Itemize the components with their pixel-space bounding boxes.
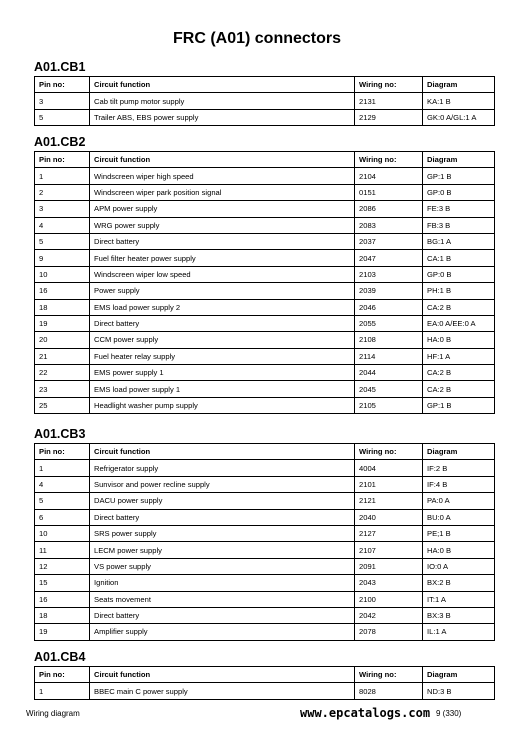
table-row [35,525,495,541]
page-title: FRC (A01) connectors [172,30,342,47]
pin-header: Pin no: [35,667,90,683]
circuit-header: Circuit function [90,444,355,460]
pin-cell: 5 [35,493,90,509]
pin-cell: 2 [35,184,90,200]
wiring-cell: 2039 [355,283,423,299]
circuit-cell: Seats movement [90,591,355,607]
table-row [35,266,495,282]
wiring-cell: 2105 [355,397,423,413]
diagram-cell: GP:1 B [423,168,495,184]
pin-header: Pin no: [35,77,90,93]
wiring-cell: 2100 [355,591,423,607]
diagram-cell: BX:3 B [423,607,495,623]
footer-label: Wiring diagram [26,709,80,718]
table-row [35,283,495,299]
table-row [35,460,495,476]
circuit-cell: BBEC main C power supply [90,683,355,699]
connector-section [34,427,494,641]
circuit-cell: Direct battery [90,607,355,623]
pin-cell: 9 [35,250,90,266]
wiring-cell: 2129 [355,109,423,125]
circuit-cell: DACU power supply [90,493,355,509]
wiring-header: Wiring no: [355,77,423,93]
table-row [35,168,495,184]
wiring-cell: 2045 [355,381,423,397]
wiring-cell: 2127 [355,525,423,541]
circuit-cell: Windscreen wiper high speed [90,168,355,184]
table-row [35,624,495,640]
diagram-cell: CA:1 B [423,250,495,266]
connector-section [34,60,494,126]
connector-section [34,650,494,700]
pin-cell: 10 [35,525,90,541]
table-row [35,558,495,574]
table-row [35,201,495,217]
circuit-cell: APM power supply [90,201,355,217]
diagram-cell: CA:2 B [423,365,495,381]
table-row [35,476,495,492]
circuit-cell: Windscreen wiper low speed [90,266,355,282]
circuit-cell: Power supply [90,283,355,299]
diagram-cell: CA:2 B [423,381,495,397]
pin-cell: 21 [35,348,90,364]
diagram-cell: GP:1 B [423,397,495,413]
table-header-row [35,667,495,683]
diagram-cell: GK:0 A/GL:1 A [423,109,495,125]
wiring-cell: 2046 [355,299,423,315]
diagram-cell: FE:3 B [423,201,495,217]
diagram-cell: GP:0 B [423,184,495,200]
table-row [35,299,495,315]
wiring-cell: 2108 [355,332,423,348]
diagram-cell: EA:0 A/EE:0 A [423,315,495,331]
pin-cell: 4 [35,476,90,492]
diagram-cell: HF:1 A [423,348,495,364]
pin-cell: 15 [35,575,90,591]
wiring-cell: 2037 [355,233,423,249]
pin-cell: 6 [35,509,90,525]
wiring-cell: 2091 [355,558,423,574]
pin-cell: 11 [35,542,90,558]
diagram-cell: IT:1 A [423,591,495,607]
wiring-cell: 2086 [355,201,423,217]
circuit-cell: Headlight washer pump supply [90,397,355,413]
section-heading: A01.CB2 [34,135,86,149]
wiring-cell: 2040 [355,509,423,525]
circuit-cell: EMS power supply 1 [90,365,355,381]
circuit-cell: Direct battery [90,509,355,525]
pin-cell: 4 [35,217,90,233]
pin-cell: 19 [35,624,90,640]
diagram-header: Diagram [423,444,495,460]
watermark-link[interactable]: www.epcatalogs.com [300,706,431,720]
table-row [35,93,495,109]
diagram-cell: HA:0 B [423,332,495,348]
table-row [35,217,495,233]
table-row [35,109,495,125]
circuit-cell: LECM power supply [90,542,355,558]
diagram-cell: CA:2 B [423,299,495,315]
section-heading: A01.CB3 [34,427,86,441]
table-row [35,332,495,348]
wiring-cell: 8028 [355,683,423,699]
diagram-cell: ND:3 B [423,683,495,699]
wiring-cell: 2103 [355,266,423,282]
circuit-cell: SRS power supply [90,525,355,541]
diagram-cell: PH:1 B [423,283,495,299]
pin-cell: 10 [35,266,90,282]
diagram-header: Diagram [423,667,495,683]
wiring-cell: 2043 [355,575,423,591]
wiring-cell: 2055 [355,315,423,331]
diagram-cell: HA:0 B [423,542,495,558]
circuit-cell: CCM power supply [90,332,355,348]
table-header-row [35,152,495,168]
diagram-cell: BX:2 B [423,575,495,591]
pin-cell: 18 [35,299,90,315]
circuit-cell: Direct battery [90,233,355,249]
wiring-cell: 2101 [355,476,423,492]
circuit-header: Circuit function [90,152,355,168]
circuit-cell: EMS load power supply 1 [90,381,355,397]
pin-cell: 1 [35,460,90,476]
pin-cell: 16 [35,591,90,607]
pin-cell: 12 [35,558,90,574]
circuit-cell: Amplifier supply [90,624,355,640]
diagram-header: Diagram [423,77,495,93]
pin-cell: 19 [35,315,90,331]
diagram-cell: GP:0 B [423,266,495,282]
pin-cell: 20 [35,332,90,348]
circuit-cell: VS power supply [90,558,355,574]
connector-table [34,151,495,414]
table-row [35,315,495,331]
wiring-cell: 2044 [355,365,423,381]
table-row [35,607,495,623]
page-number: 9 (330) [436,709,462,718]
diagram-cell: PE;1 B [423,525,495,541]
circuit-cell: Refrigerator supply [90,460,355,476]
diagram-cell: PA:0 A [423,493,495,509]
connector-table [34,76,495,126]
table-row [35,575,495,591]
diagram-cell: IL:1 A [423,624,495,640]
connector-table [34,443,495,641]
table-row [35,542,495,558]
table-row [35,591,495,607]
diagram-header: Diagram [423,152,495,168]
diagram-cell: IF:4 B [423,476,495,492]
diagram-cell: BG:1 A [423,233,495,249]
table-row [35,683,495,699]
wiring-cell: 2121 [355,493,423,509]
circuit-cell: Windscreen wiper park position signal [90,184,355,200]
circuit-cell: Fuel filter heater power supply [90,250,355,266]
table-row [35,397,495,413]
pin-cell: 1 [35,683,90,699]
connector-table [34,666,495,700]
diagram-cell: KA:1 B [423,93,495,109]
table-header-row [35,77,495,93]
circuit-cell: EMS load power supply 2 [90,299,355,315]
pin-cell: 3 [35,201,90,217]
circuit-cell: Fuel heater relay supply [90,348,355,364]
circuit-cell: WRG power supply [90,217,355,233]
diagram-cell: FB:3 B [423,217,495,233]
table-row [35,493,495,509]
wiring-header: Wiring no: [355,667,423,683]
circuit-cell: Trailer ABS, EBS power supply [90,109,355,125]
wiring-cell: 2078 [355,624,423,640]
pin-cell: 1 [35,168,90,184]
connector-section [34,135,494,414]
wiring-cell: 2104 [355,168,423,184]
diagram-cell: BU:0 A [423,509,495,525]
pin-cell: 22 [35,365,90,381]
circuit-cell: Ignition [90,575,355,591]
section-heading: A01.CB1 [34,60,86,74]
circuit-cell: Sunvisor and power recline supply [90,476,355,492]
table-row [35,348,495,364]
circuit-header: Circuit function [90,667,355,683]
pin-cell: 23 [35,381,90,397]
diagram-cell: IF:2 B [423,460,495,476]
table-row [35,381,495,397]
wiring-header: Wiring no: [355,444,423,460]
table-row [35,365,495,381]
pin-cell: 18 [35,607,90,623]
wiring-cell: 2107 [355,542,423,558]
circuit-cell: Direct battery [90,315,355,331]
pin-cell: 5 [35,233,90,249]
wiring-cell: 2042 [355,607,423,623]
wiring-cell: 2047 [355,250,423,266]
table-header-row [35,444,495,460]
pin-header: Pin no: [35,444,90,460]
pin-cell: 25 [35,397,90,413]
wiring-cell: 4004 [355,460,423,476]
pin-cell: 5 [35,109,90,125]
wiring-cell: 0151 [355,184,423,200]
circuit-cell: Cab tilt pump motor supply [90,93,355,109]
wiring-header: Wiring no: [355,152,423,168]
pin-header: Pin no: [35,152,90,168]
table-row [35,250,495,266]
wiring-cell: 2131 [355,93,423,109]
table-row [35,184,495,200]
circuit-header: Circuit function [90,77,355,93]
pin-cell: 3 [35,93,90,109]
wiring-cell: 2114 [355,348,423,364]
pin-cell: 16 [35,283,90,299]
wiring-cell: 2083 [355,217,423,233]
diagram-cell: IO:0 A [423,558,495,574]
section-heading: A01.CB4 [34,650,86,664]
table-row [35,233,495,249]
table-row [35,509,495,525]
